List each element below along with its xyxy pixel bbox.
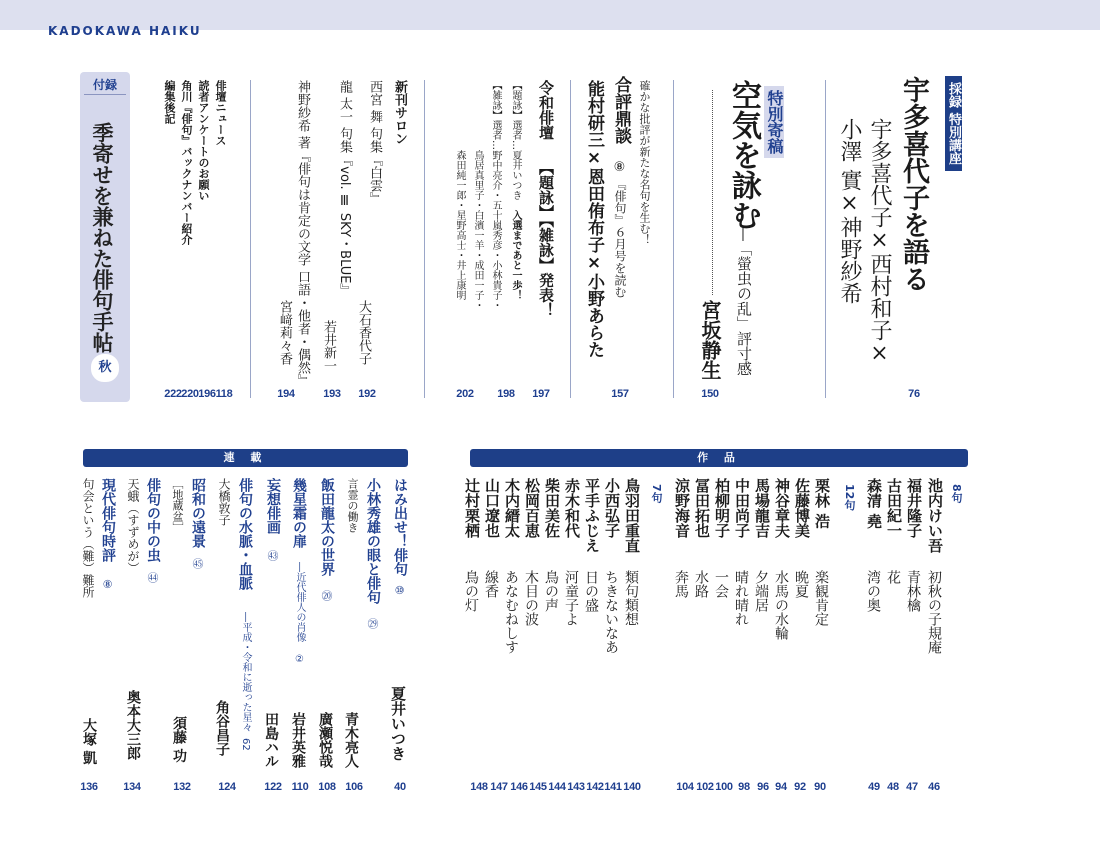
group-label-7: 7句	[650, 484, 663, 503]
works-poet: 古田紀一	[885, 478, 903, 538]
serial-author: 夏井いつき	[389, 686, 407, 761]
works-page: 147	[490, 781, 508, 793]
reiwa-page-1: 197	[532, 388, 550, 400]
works-title: 線香	[483, 570, 499, 598]
gappyo-number: ⑧	[612, 160, 627, 175]
works-poet: 中田尚子	[733, 478, 751, 538]
works-page: 100	[715, 781, 733, 793]
works-title: 水路	[693, 570, 709, 598]
works-page: 49	[868, 781, 880, 793]
works-page: 94	[775, 781, 787, 793]
serial-title-hamidase: はみ出せ！俳句	[392, 478, 408, 576]
serial-author: 廣瀬悦哉	[317, 712, 333, 768]
reiwa-daiei-note: 入選まであと一歩！	[510, 210, 521, 300]
gappyo-title: 合評鼎談	[611, 76, 631, 144]
serial-page: 110	[291, 781, 309, 793]
serial-title-mushi: 俳句の中の虫	[145, 478, 161, 562]
group-label-8: 8句	[950, 484, 963, 503]
serial-heading-label: 連 載	[223, 451, 268, 464]
salon-reviewer-2: 若井新一	[321, 320, 336, 372]
works-title: 日の盛	[583, 570, 599, 612]
divider	[570, 80, 571, 398]
serial-num: ⑩	[393, 584, 406, 597]
serial-page: 124	[218, 781, 236, 793]
works-title: 鳥の灯	[463, 570, 479, 612]
serial-num: ⑳	[320, 590, 333, 601]
reiwa-zatsuei-2: 鳥居真里子・白濱一羊・成田一子・	[472, 150, 483, 310]
works-header	[470, 449, 968, 467]
salon-page-2: 193	[323, 388, 341, 400]
appendix-tag: 付録	[84, 76, 126, 95]
serial-num: ㉙	[366, 618, 379, 629]
reiwa-zatsuei-3: 森田純一郎・星野高士・井上康明	[454, 150, 465, 300]
serial-lead: 天蛾（すずめが）	[126, 478, 140, 574]
works-poet: 森清 堯	[865, 478, 883, 529]
contribution-subtitle: ―「螢虫の乱」評寸感	[735, 226, 753, 376]
works-title: 青林檎	[905, 570, 921, 612]
leader-dots	[712, 90, 713, 295]
gappyo-participants: 能村研三×恩田侑布子×小野あらた	[584, 80, 604, 358]
serial-num: ㊸	[266, 550, 279, 561]
group-label-12: 12句	[843, 484, 856, 511]
salon-reviewer-3: 宮﨑莉々香	[277, 300, 292, 365]
serial-num: ⑧	[101, 578, 114, 591]
works-poet: 涼野海音	[673, 478, 691, 538]
works-title: 花	[885, 570, 901, 584]
works-title: 河童子よ	[563, 570, 579, 626]
divider	[825, 80, 826, 398]
works-title: 類句類想	[623, 570, 639, 626]
divider	[250, 80, 251, 398]
works-title: 木目の波	[523, 570, 539, 626]
works-title: 夕端居	[753, 570, 769, 612]
serial-page: 132	[173, 781, 191, 793]
serial-author: 須藤 功	[171, 716, 187, 763]
misc-page-backnumber: 220	[181, 388, 199, 400]
works-poet: 山口遼也	[483, 478, 501, 538]
contribution-page: 150	[701, 388, 719, 400]
works-poet: 栗林 浩	[813, 478, 831, 529]
misc-item-news: 俳壇ニュース	[214, 80, 227, 146]
serial-title-jihyou: 現代俳句時評	[100, 478, 116, 562]
serial-page: 106	[345, 781, 363, 793]
works-title: 楽観肯定	[813, 570, 829, 626]
contribution-title: 空気を詠む	[726, 80, 761, 230]
salon-page-3: 194	[277, 388, 295, 400]
gappyo-subtitle: 『俳句』６月号を読む	[613, 178, 627, 298]
serial-title-kobayashi: 小林秀雄の眼と俳句	[365, 478, 381, 604]
works-poet: 佐藤博美	[793, 478, 811, 538]
works-poet: 福井隆子	[905, 478, 923, 538]
works-poet: 馬場龍吉	[753, 478, 771, 538]
works-page: 98	[738, 781, 750, 793]
divider	[424, 80, 425, 398]
works-poet: 木内縉太	[503, 478, 521, 538]
works-title: 晴れ晴れ	[733, 570, 749, 626]
special-contribution-tag: 特別寄稿	[764, 86, 784, 158]
works-page: 143	[567, 781, 585, 793]
works-poet: 柴田美佐	[543, 478, 561, 538]
serial-author: 青木亮人	[343, 712, 359, 768]
works-page: 90	[814, 781, 826, 793]
serial-page: 40	[394, 781, 406, 793]
salon-book-3: 神野紗希 著『俳句は肯定の文学 口語・他者・偶然』	[295, 80, 310, 388]
gappyo-lead: 確かな批評が新たな名句を生む！	[638, 80, 651, 245]
works-title: 晩夏	[793, 570, 809, 598]
misc-page-survey: 196	[198, 388, 216, 400]
serial-subtitle: ―平成・令和に逝った星々	[240, 612, 251, 732]
serial-author: 田島ハル	[263, 712, 279, 768]
salon-page-1: 192	[358, 388, 376, 400]
serial-num: 62	[240, 738, 251, 751]
works-page: 142	[586, 781, 604, 793]
works-page: 48	[887, 781, 899, 793]
reiwa-page-3: 202	[456, 388, 474, 400]
works-poet: 辻村栗栖	[463, 478, 481, 538]
reiwa-page-2: 198	[497, 388, 515, 400]
serial-page: 108	[318, 781, 336, 793]
serial-lead: ［地蔵盆］	[171, 478, 184, 533]
serial-title-iida: 飯田龍太の世界	[319, 478, 335, 576]
works-title: 初秋の子規庵	[926, 570, 942, 654]
works-poet: 池内けい吾	[926, 478, 944, 553]
serial-page: 136	[80, 781, 98, 793]
works-page: 102	[696, 781, 714, 793]
serial-lead: 句会という（難）難所	[81, 478, 95, 598]
lecture-speakers-2: 小澤 實×神野紗希	[837, 118, 862, 304]
salon-title: 新刊サロン	[392, 80, 407, 145]
works-page: 47	[906, 781, 918, 793]
serial-author: 角谷昌子	[214, 700, 230, 756]
serial-page: 134	[123, 781, 141, 793]
works-title: 鳥の声	[543, 570, 559, 612]
divider	[673, 80, 674, 398]
gappyo-page: 157	[611, 388, 629, 400]
works-poet: 赤木和代	[563, 478, 581, 538]
works-page: 145	[529, 781, 547, 793]
works-page: 92	[794, 781, 806, 793]
brand-logo: KADOKAWA HAIKU	[48, 24, 202, 38]
lecture-page: 76	[908, 388, 920, 400]
misc-item-survey: 読者アンケートのお願い	[197, 80, 210, 201]
works-poet: 小西弘子	[603, 478, 621, 538]
works-title: 一会	[713, 570, 729, 598]
lecture-speakers-1: 宇多喜代子×西村和子×	[867, 118, 892, 366]
serial-subtitle: ―近代俳人の肖像	[294, 562, 305, 642]
works-title: 湾の奥	[865, 570, 881, 612]
salon-book-2: 龍 太一 句集『vol. Ⅲ SKY・BLUE』	[337, 80, 352, 297]
works-poet: 柏柳明子	[713, 478, 731, 538]
serial-header	[83, 449, 408, 467]
works-poet: 鳥羽田重直	[623, 478, 641, 553]
salon-reviewer-1: 大石香代子	[356, 300, 371, 365]
serial-title-showa: 昭和の遠景	[190, 478, 206, 548]
works-poet: 神谷章夫	[773, 478, 791, 538]
works-page: 141	[604, 781, 622, 793]
works-poet: 松岡百恵	[523, 478, 541, 538]
serial-page: 122	[264, 781, 282, 793]
appendix-title: 季寄せを兼ねた俳句手帖	[90, 122, 115, 353]
serial-subtitle: 言霊の働き	[346, 478, 359, 533]
works-page: 46	[928, 781, 940, 793]
misc-item-backnumber: 角川『俳句』バックナンバー紹介	[180, 80, 193, 245]
serial-num: ㊹	[146, 572, 159, 583]
contribution-author: 宮坂静生	[698, 300, 722, 380]
works-poet: 平手ふじえ	[583, 478, 601, 553]
misc-page-news: 118	[215, 388, 233, 400]
misc-page-editorial: 222	[164, 388, 182, 400]
serial-num: ②	[294, 654, 305, 665]
works-heading-label: 作 品	[697, 451, 741, 464]
serial-title-suimyaku: 俳句の水脈・血脈	[237, 478, 253, 590]
works-page: 96	[757, 781, 769, 793]
serial-title-ikuseisou: 幾星霜の扉	[291, 478, 307, 548]
works-page: 104	[676, 781, 694, 793]
serial-lead: 大橋敦子	[217, 478, 231, 526]
works-poet: 冨田拓也	[693, 478, 711, 538]
reiwa-title: 令和俳壇	[537, 80, 555, 140]
salon-book-1: 西宮 舞 句集『白雲』	[367, 80, 382, 206]
special-lecture-badge: 採録 特別講座	[945, 76, 962, 171]
reiwa-daiei: 【題詠】選者…夏井いつき	[510, 80, 521, 200]
works-page: 140	[623, 781, 641, 793]
works-page: 146	[510, 781, 528, 793]
serial-title-mousou: 妄想俳画	[265, 478, 281, 534]
works-page: 144	[548, 781, 566, 793]
lecture-title: 宇多喜代子を語る	[898, 76, 929, 292]
reiwa-zatsuei-1: 【雑詠】選者…野中亮介・五十嵐秀彦・小林貴子・	[490, 80, 501, 310]
serial-author: 奥本大三郎	[125, 690, 141, 760]
serial-author: 大塚 凱	[81, 718, 97, 765]
works-title: ちきないなあ	[603, 570, 619, 654]
season-badge-autumn: 秋	[91, 354, 119, 382]
reiwa-subtitle: 【題詠】【雑詠】発表！	[537, 160, 555, 318]
works-page: 148	[470, 781, 488, 793]
serial-author: 岩井英雅	[290, 712, 306, 768]
misc-item-editorial: 編集後記	[163, 80, 176, 124]
serial-num: ㊺	[191, 558, 204, 569]
works-title: あなむねしす	[503, 570, 519, 654]
works-title: 奔馬	[673, 570, 689, 598]
works-title: 水馬の水輪	[773, 570, 789, 640]
